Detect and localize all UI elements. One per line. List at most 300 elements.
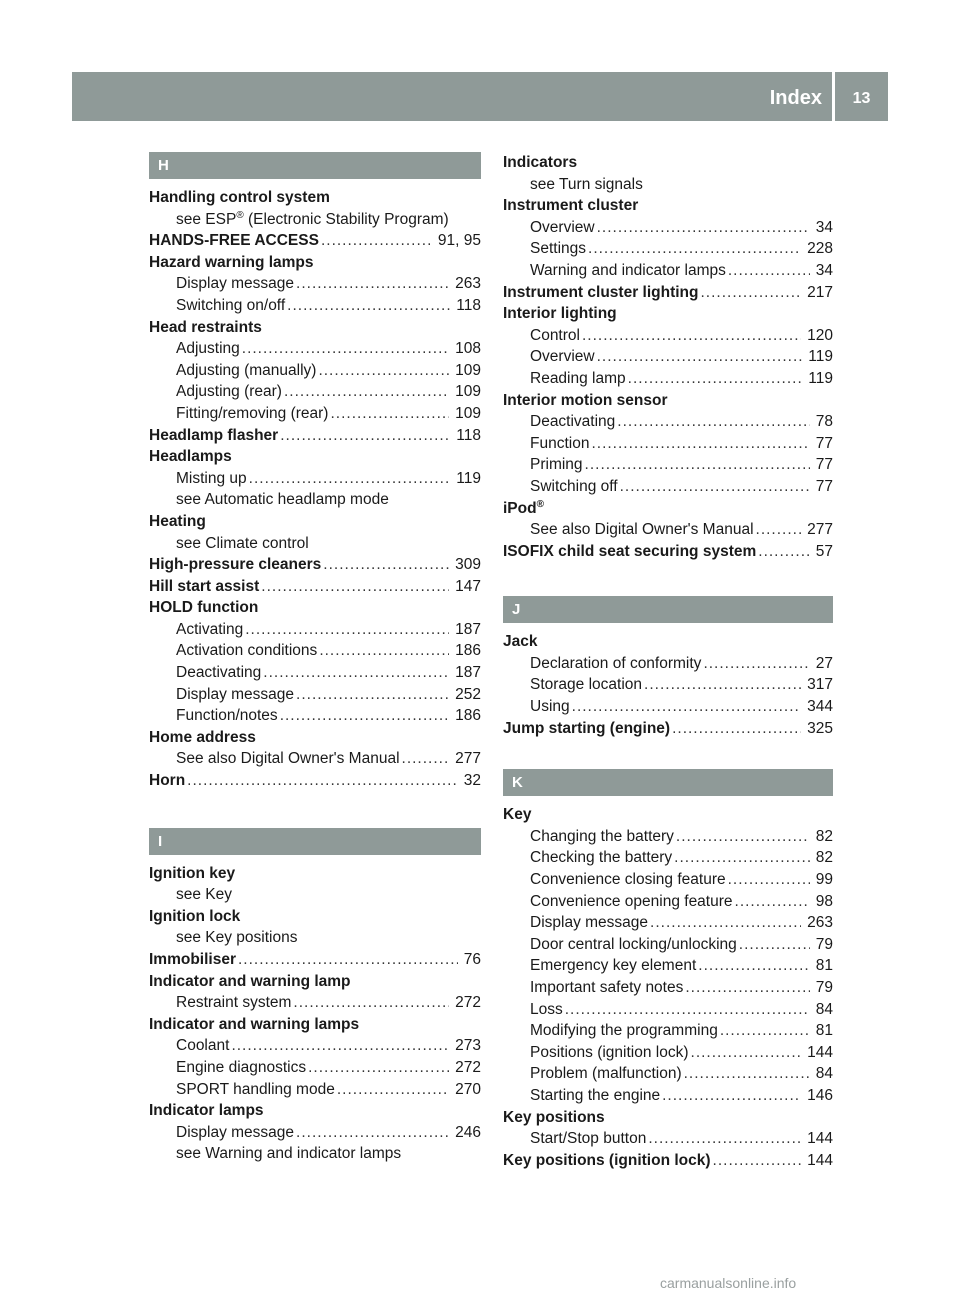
entry-text: Reading lamp: [530, 369, 626, 387]
entry-label: [503, 498, 544, 520]
entry-label: [176, 662, 261, 684]
entry-label: [149, 971, 351, 993]
index-entry: [503, 1150, 833, 1172]
registered-mark: ®: [236, 209, 244, 221]
dot-leader: [249, 468, 451, 490]
page-reference: 146: [807, 1086, 833, 1104]
page-reference: 186: [455, 707, 481, 725]
section-spacer: [503, 796, 833, 804]
entry-text: Indicator and warning lamps: [149, 1015, 360, 1033]
index-subentry: [149, 489, 481, 511]
entry-label: [176, 381, 282, 403]
index-subentry: [149, 1035, 481, 1057]
index-subentry: [149, 209, 481, 231]
entry-label: [530, 411, 615, 433]
entry-label: [530, 934, 737, 956]
entry-label: [503, 1107, 605, 1129]
page-reference: 32: [463, 772, 481, 790]
entry-label: [149, 949, 236, 971]
index-entry: [503, 541, 833, 563]
dot-leader: [728, 260, 810, 282]
entry-text: Instrument cluster: [503, 197, 639, 215]
dot-leader: [280, 425, 450, 447]
index-subentry: [503, 1020, 833, 1042]
entry-text: see Automatic headlamp mode: [176, 491, 389, 509]
entry-label: [530, 368, 626, 390]
section-gap: [503, 739, 833, 769]
page-reference: 277: [455, 750, 481, 768]
page-reference: 79: [815, 979, 833, 996]
dot-leader: [703, 653, 809, 675]
entry-label: [530, 674, 642, 696]
page-reference: 99: [815, 871, 833, 889]
index-entry: [149, 554, 481, 576]
page-reference: 217: [807, 283, 833, 301]
dot-leader: [284, 381, 449, 403]
entry-text: Loss: [530, 1000, 563, 1018]
entry-label: [530, 1042, 689, 1064]
dot-leader: [572, 696, 801, 718]
entry-text: Hill start assist: [149, 577, 260, 595]
page-reference: 272: [455, 994, 481, 1012]
dot-leader: [739, 934, 810, 956]
entry-label: [176, 209, 449, 231]
index-entry: [149, 425, 481, 447]
index-entry: [503, 718, 833, 740]
entry-label: [176, 684, 294, 706]
entry-text: Switching on/off: [176, 296, 286, 314]
dot-leader: [337, 1079, 449, 1101]
entry-text: Door central locking/unlocking: [530, 935, 737, 953]
section-letter-bar: I: [149, 828, 481, 855]
registered-mark: ®: [536, 498, 544, 510]
index-entry: [149, 949, 481, 971]
entry-text: Convenience opening feature: [530, 892, 733, 910]
entry-label: [530, 999, 563, 1021]
page-reference: 144: [807, 1151, 833, 1169]
page-reference: 109: [455, 361, 481, 379]
dot-leader: [650, 912, 801, 934]
dot-leader: [672, 718, 801, 740]
entry-text: Switching off: [530, 477, 618, 495]
dot-leader: [565, 999, 810, 1021]
entry-text: Ignition key: [149, 864, 236, 882]
entry-text: Start/Stop button: [530, 1130, 647, 1148]
dot-leader: [756, 519, 802, 541]
dot-leader: [330, 403, 449, 425]
index-entry: [503, 303, 833, 325]
entry-text: Deactivating: [530, 413, 616, 431]
page-reference: 252: [455, 685, 481, 703]
entry-text: HOLD function: [149, 599, 259, 617]
entry-label: [530, 1063, 682, 1085]
index-subentry: [503, 847, 833, 869]
entry-text: Key positions (ignition lock): [503, 1151, 711, 1169]
entry-text: HANDS-FREE ACCESS: [149, 232, 319, 250]
entry-text: Instrument cluster lighting: [503, 283, 699, 301]
page-reference: 81: [815, 1022, 833, 1040]
index-subentry: [149, 468, 481, 490]
entry-label: [503, 718, 670, 740]
entry-text: Coolant: [176, 1037, 230, 1055]
entry-label: [530, 519, 754, 541]
dot-leader: [617, 411, 809, 433]
entry-label: [149, 230, 319, 252]
page-reference: 325: [807, 719, 833, 737]
entry-text: Adjusting (manually): [176, 361, 317, 379]
entry-text: see Key positions: [176, 929, 298, 947]
entry-text: Restraint system: [176, 994, 292, 1012]
entry-label: [530, 955, 696, 977]
entry-text: Key positions: [503, 1108, 605, 1126]
page-reference: 187: [455, 620, 481, 638]
entry-text: Problem (malfunction): [530, 1065, 682, 1083]
entry-text: ISOFIX child seat securing system: [503, 542, 757, 560]
entry-label: [176, 1035, 229, 1057]
entry-text: Horn: [149, 772, 186, 790]
index-subentry: [503, 869, 833, 891]
index-subentry: [149, 684, 481, 706]
entry-text: High-pressure cleaners: [149, 556, 322, 574]
page-reference: 277: [807, 521, 833, 539]
dot-leader: [685, 977, 809, 999]
index-subentry: [503, 999, 833, 1021]
entry-label: [530, 433, 589, 455]
index-subentry: [503, 977, 833, 999]
entry-label: [176, 468, 247, 490]
entry-label: [149, 1100, 264, 1122]
index-entry: [149, 971, 481, 993]
entry-text: Engine diagnostics: [176, 1058, 307, 1076]
index-entry: [149, 511, 481, 533]
entry-text: See also Digital Owner's Manual: [176, 750, 400, 768]
dot-leader: [585, 454, 810, 476]
entry-label: [176, 927, 298, 949]
index-subentry: [149, 1143, 481, 1165]
dot-leader: [321, 230, 432, 252]
entry-label: [149, 554, 321, 576]
page-reference: 118: [456, 296, 481, 314]
dot-leader: [735, 891, 810, 913]
entry-text: Overview: [530, 218, 595, 236]
entry-text: see Warning and indicator lamps: [176, 1145, 402, 1163]
entry-text: Important safety notes: [530, 979, 684, 996]
page-reference: 77: [815, 434, 833, 452]
page-reference: 98: [815, 892, 833, 910]
entry-text: Starting the engine: [530, 1086, 661, 1104]
watermark: carmanualsonline.info: [660, 1275, 797, 1291]
entry-text: Declaration of conformity: [530, 654, 702, 672]
page-reference: 77: [815, 456, 833, 474]
index-entry: [149, 1100, 481, 1122]
index-subentry: [149, 662, 481, 684]
entry-label: [503, 390, 668, 412]
entry-label: [530, 826, 674, 848]
page-reference: 309: [455, 556, 481, 574]
entry-label: [176, 489, 389, 511]
index-column-left: [149, 152, 481, 1165]
dot-leader: [597, 217, 810, 239]
entry-label: [503, 631, 537, 653]
entry-text: See also Digital Owner's Manual: [530, 521, 754, 539]
entry-text: Display message: [176, 275, 295, 293]
dot-leader: [187, 770, 458, 792]
index-subentry: [503, 653, 833, 675]
index-subentry: [503, 454, 833, 476]
entry-text: see ESP: [176, 210, 237, 228]
index-subentry: [503, 934, 833, 956]
index-subentry: [149, 273, 481, 295]
index-subentry: [503, 891, 833, 913]
page-reference: 57: [815, 542, 833, 560]
section-spacer: [149, 179, 481, 187]
entry-text: Modifying the programming: [530, 1022, 718, 1040]
page-reference: 84: [815, 1065, 833, 1083]
dot-leader: [296, 273, 449, 295]
page-reference: 91, 95: [437, 232, 481, 250]
index-subentry: [503, 912, 833, 934]
index-subentry: [149, 403, 481, 425]
index-entry: [149, 906, 481, 928]
entry-label: [530, 1020, 718, 1042]
dot-leader: [588, 238, 801, 260]
index-subentry: [503, 519, 833, 541]
entry-label: [530, 869, 726, 891]
entry-text: Using: [530, 698, 570, 716]
entry-text: Misting up: [176, 469, 247, 487]
page-reference: 82: [815, 849, 833, 867]
page-reference: 109: [455, 404, 481, 422]
entry-label: [530, 238, 586, 260]
dot-leader: [319, 640, 449, 662]
entry-text: Heating: [149, 512, 206, 530]
page-reference: 79: [815, 935, 833, 953]
index-subentry: [503, 217, 833, 239]
page-reference: 81: [815, 957, 833, 975]
dot-leader: [323, 554, 449, 576]
entry-label: [530, 217, 595, 239]
entry-label: [503, 152, 577, 174]
page-reference: 144: [807, 1043, 833, 1061]
dot-leader: [628, 368, 803, 390]
section-letter-bar: K: [503, 769, 833, 796]
entry-text: Activating: [176, 620, 244, 638]
index-subentry: [503, 368, 833, 390]
index-subentry: [149, 884, 481, 906]
index-subentry: [503, 1042, 833, 1064]
dot-leader: [308, 1057, 449, 1079]
entry-label: [530, 653, 701, 675]
index-subentry: [503, 411, 833, 433]
index-subentry: [149, 748, 481, 770]
entry-label: [503, 804, 531, 826]
dot-leader: [597, 346, 803, 368]
page-reference: 270: [455, 1080, 481, 1098]
entry-label: [176, 295, 285, 317]
index-entry: [503, 804, 833, 826]
index-subentry: [149, 1079, 481, 1101]
entry-text: Interior motion sensor: [503, 391, 668, 409]
entry-label: [530, 977, 683, 999]
entry-label: [176, 338, 240, 360]
page-reference: 108: [455, 340, 481, 358]
index-subentry: [503, 260, 833, 282]
entry-text: see Climate control: [176, 534, 309, 552]
entry-text: Deactivating: [176, 664, 262, 682]
entry-text: Storage location: [530, 676, 643, 694]
page-reference: 78: [815, 413, 833, 431]
index-entry: [503, 152, 833, 174]
entry-text: Headlamp flasher: [149, 426, 279, 444]
index-entry: [149, 727, 481, 749]
entry-text: Priming: [530, 456, 583, 474]
entry-label: [530, 1085, 660, 1107]
page-reference: 263: [455, 275, 481, 293]
page-reference: 246: [455, 1123, 481, 1141]
entry-text: Changing the battery: [530, 827, 674, 845]
index-subentry: [149, 338, 481, 360]
entry-label: [503, 541, 756, 563]
entry-text: Indicator lamps: [149, 1102, 264, 1120]
page-reference: 187: [455, 664, 481, 682]
index-entry: [503, 195, 833, 217]
page-reference: 186: [455, 642, 481, 660]
entry-label: [176, 1079, 335, 1101]
index-subentry: [503, 674, 833, 696]
dot-leader: [700, 282, 801, 304]
entry-label: [149, 511, 206, 533]
index-column-right: [503, 152, 833, 1171]
entry-text: Adjusting: [176, 340, 240, 358]
dot-leader: [644, 674, 801, 696]
entry-label: [530, 260, 726, 282]
dot-leader: [318, 360, 449, 382]
index-subentry: [149, 381, 481, 403]
dot-leader: [691, 1042, 802, 1064]
page-reference: 34: [815, 261, 833, 279]
index-subentry: [149, 1057, 481, 1079]
dot-leader: [293, 992, 449, 1014]
entry-label: [530, 1128, 646, 1150]
entry-label: [176, 619, 243, 641]
entry-text: Activation conditions: [176, 642, 318, 660]
index-entry: [503, 1107, 833, 1129]
entry-label: [176, 403, 328, 425]
entry-label: [149, 597, 258, 619]
entry-text: Display message: [176, 1123, 295, 1141]
entry-text: Settings: [530, 240, 587, 258]
section-spacer: [503, 623, 833, 631]
index-subentry: [503, 346, 833, 368]
dot-leader: [648, 1128, 801, 1150]
dot-leader: [758, 541, 809, 563]
entry-text: iPod: [503, 499, 537, 517]
page-reference: 228: [807, 240, 833, 258]
index-subentry: [503, 826, 833, 848]
header-title: Index: [769, 87, 822, 109]
index-entry: [149, 576, 481, 598]
entry-label: [149, 187, 330, 209]
entry-text: see Key: [176, 886, 233, 904]
section-spacer: [149, 855, 481, 863]
index-subentry: [503, 174, 833, 196]
entry-label: [503, 195, 638, 217]
entry-label: [149, 727, 256, 749]
entry-text: Head restraints: [149, 318, 262, 336]
page-reference: 118: [456, 426, 481, 444]
entry-label: [530, 912, 648, 934]
dot-leader: [263, 662, 449, 684]
entry-label: [176, 273, 294, 295]
page-reference: 272: [455, 1058, 481, 1076]
index-entry: [503, 390, 833, 412]
dot-leader: [242, 338, 449, 360]
page-reference: 84: [815, 1000, 833, 1018]
index-entry: [503, 498, 833, 520]
page-reference: 109: [455, 383, 481, 401]
index-subentry: [503, 238, 833, 260]
index-subentry: [149, 360, 481, 382]
page-reference: 77: [815, 477, 833, 495]
entry-text: Positions (ignition lock): [530, 1043, 689, 1061]
section-letter-bar: H: [149, 152, 481, 179]
entry-label: [149, 425, 278, 447]
entry-text: Jack: [503, 633, 538, 651]
entry-text: Display message: [176, 685, 295, 703]
entry-label: [176, 640, 317, 662]
entry-text: Interior lighting: [503, 305, 617, 323]
dot-leader: [582, 325, 801, 347]
entry-text: Overview: [530, 348, 595, 366]
index-entry: [503, 631, 833, 653]
dot-leader: [296, 1122, 449, 1144]
index-entry: [149, 1014, 481, 1036]
entry-text: Key: [503, 806, 532, 824]
section-gap: [149, 792, 481, 828]
page-reference: 34: [815, 218, 833, 236]
dot-leader: [620, 476, 810, 498]
index-subentry: [503, 955, 833, 977]
entry-text: Headlamps: [149, 448, 232, 466]
entry-text: Hazard warning lamps: [149, 253, 314, 271]
entry-label: [149, 252, 314, 274]
entry-label: [149, 317, 262, 339]
entry-label: [530, 454, 583, 476]
index-subentry: [149, 992, 481, 1014]
entry-label: [149, 863, 235, 885]
entry-label: [530, 891, 733, 913]
index-subentry: [149, 640, 481, 662]
index-subentry: [149, 927, 481, 949]
entry-label: [176, 884, 232, 906]
index-entry: [503, 282, 833, 304]
entry-text: Control: [530, 326, 580, 344]
page-reference: 120: [807, 326, 833, 344]
index-entry: [149, 317, 481, 339]
page-reference: 144: [807, 1130, 833, 1148]
index-entry: [149, 597, 481, 619]
entry-label: [149, 446, 232, 468]
page-reference: 119: [808, 369, 833, 387]
dot-leader: [713, 1150, 802, 1172]
dot-leader: [245, 619, 449, 641]
entry-label: [530, 325, 580, 347]
dot-leader: [662, 1085, 801, 1107]
dot-leader: [698, 955, 809, 977]
dot-leader: [296, 684, 449, 706]
entry-label: [149, 906, 240, 928]
index-subentry: [503, 433, 833, 455]
